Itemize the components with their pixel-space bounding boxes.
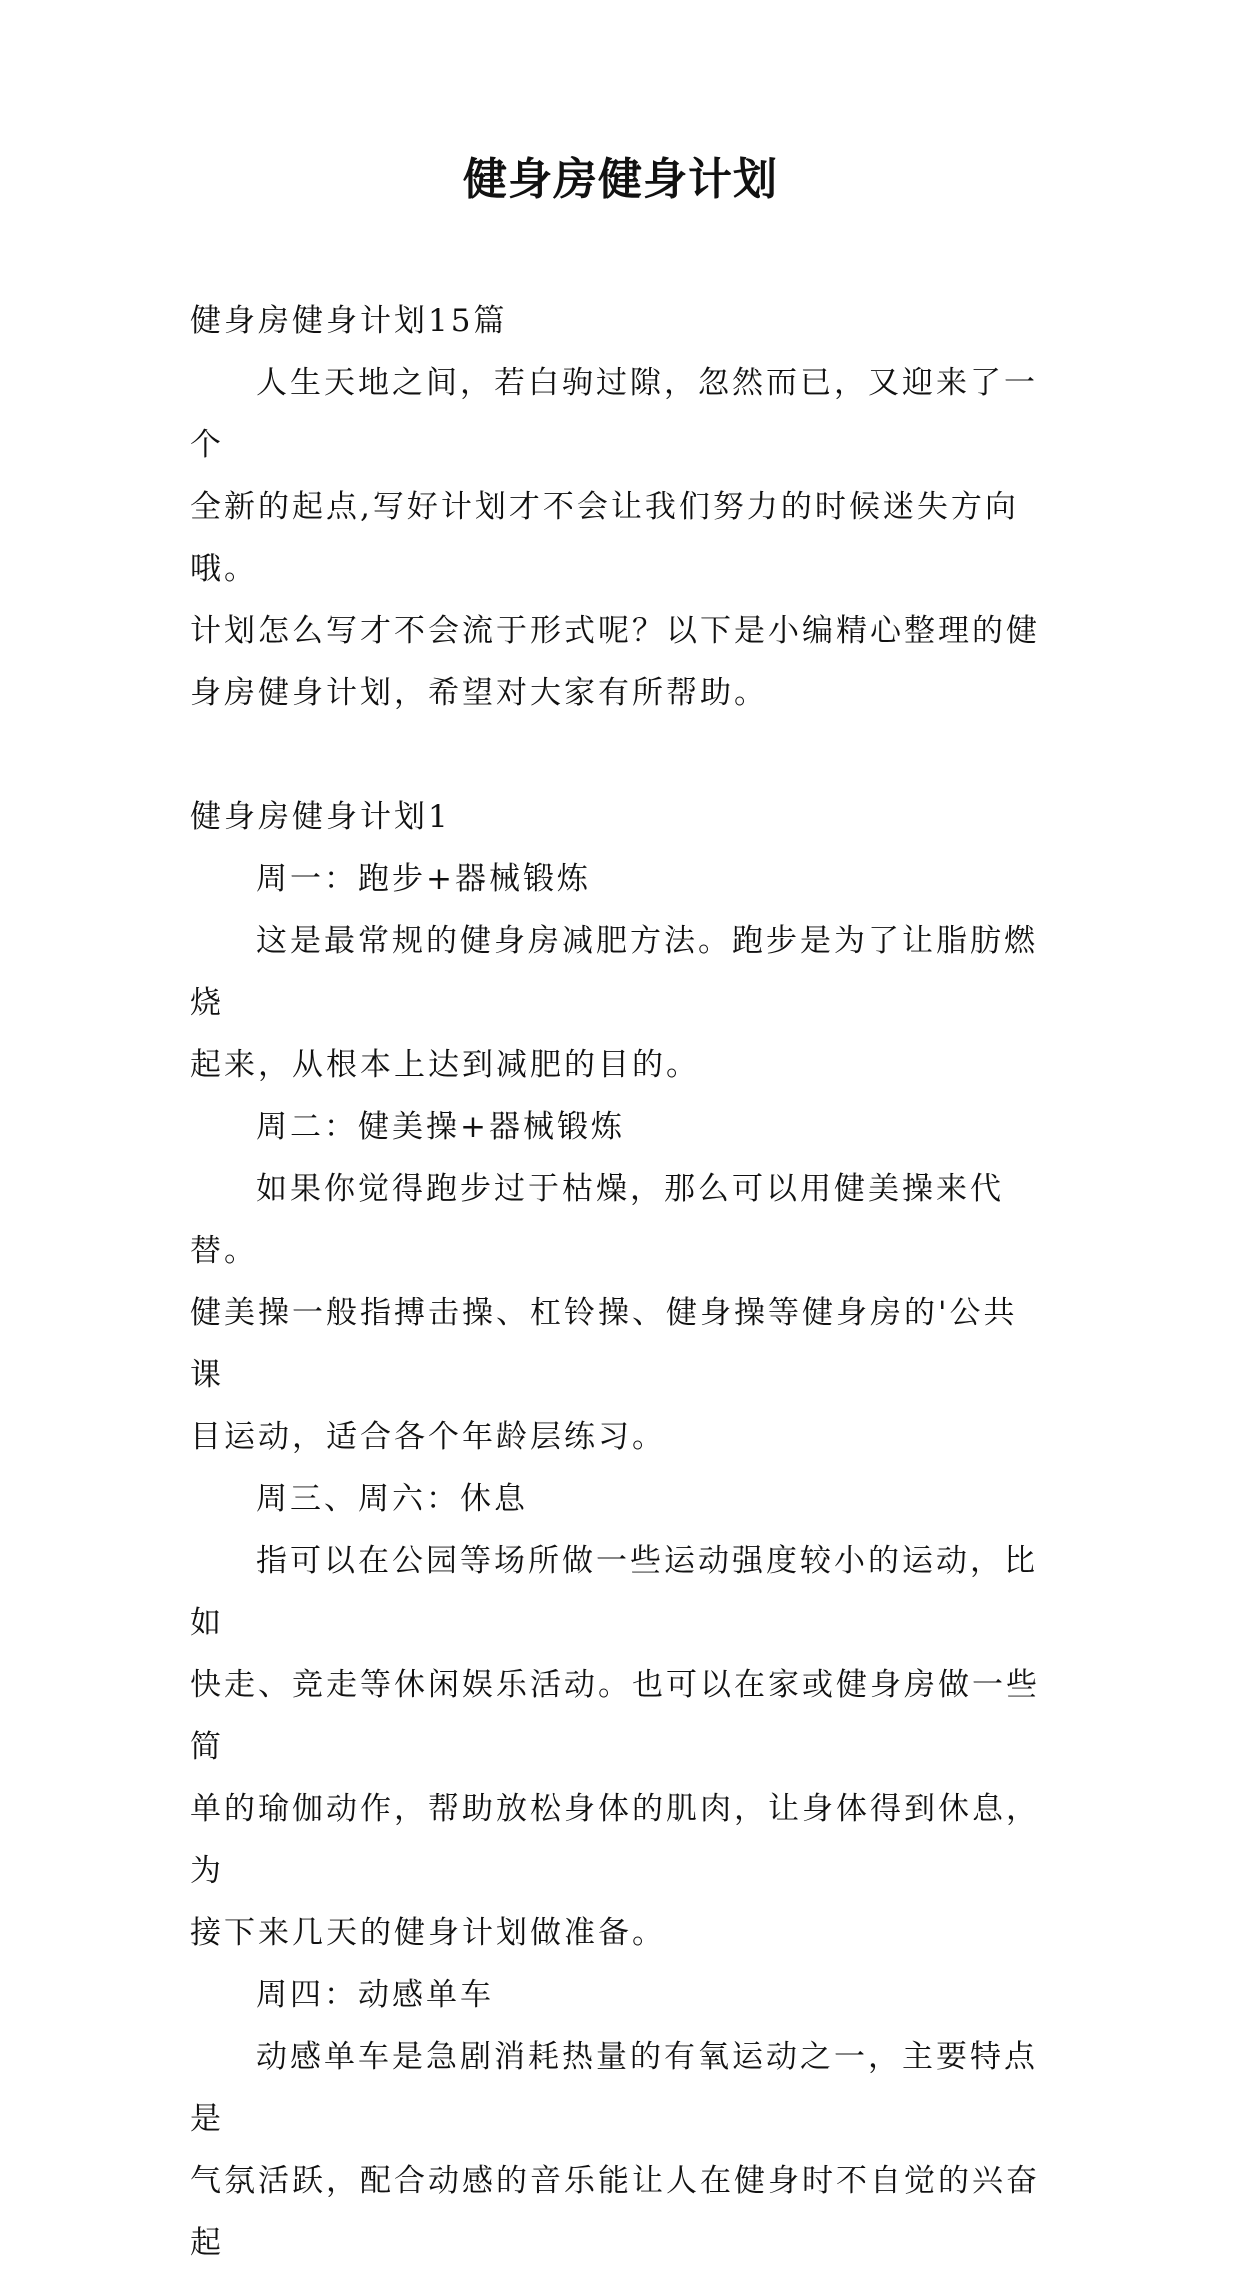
rest-paragraph: 指可以在公园等场所做一些运动强度较小的运动，比如 快走、竞走等休闲娱乐活动。也可以在家或健身房做一些简 单的瑜伽动作，帮助放松身体的肌肉，让身体得到休息，为 接下来几天的健身计划做准备。: [190, 1543, 1040, 1951]
tuesday-paragraph: 如果你觉得跑步过于枯燥，那么可以用健美操来代替。 健美操一般指搏击操、杠铃操、健身操等健身房的'公共课 目运动，适合各个年龄层练习。: [190, 1171, 1018, 1455]
day-heading-tuesday: 周二：健美操+器械锻炼: [256, 1109, 625, 1145]
day-heading-rest: 周三、周六：休息: [256, 1481, 528, 1517]
day-heading-monday: 周一：跑步+器械锻炼: [256, 861, 591, 897]
day-heading-thursday: 周四：动感单车: [256, 1977, 494, 2013]
section-heading: 健身房健身计划1: [190, 799, 451, 835]
section-spacer: [190, 724, 1050, 786]
thursday-paragraph: 动感单车是急剧消耗热量的有氧运动之一，主要特点是 气氛活跃，配合动感的音乐能让人在健身时不自觉的兴奋起: [190, 2039, 1040, 2261]
document-subtitle: 健身房健身计划15篇: [190, 303, 508, 339]
monday-paragraph: 这是最常规的健身房减肥方法。跑步是为了让脂肪燃烧 起来，从根本上达到减肥的目的。: [190, 923, 1038, 1083]
document-body: [190, 290, 1050, 2274]
intro-paragraph: 人生天地之间，若白驹过隙，忽然而已，又迎来了一个 全新的起点,写好计划才不会让我们努力的时候迷失方向哦。 计划怎么写才不会流于形式呢？以下是小编精心整理的健 身房健身计划，希望对大家有所帮助。: [190, 365, 1040, 711]
document-title: 健身房健身计划: [463, 154, 778, 205]
